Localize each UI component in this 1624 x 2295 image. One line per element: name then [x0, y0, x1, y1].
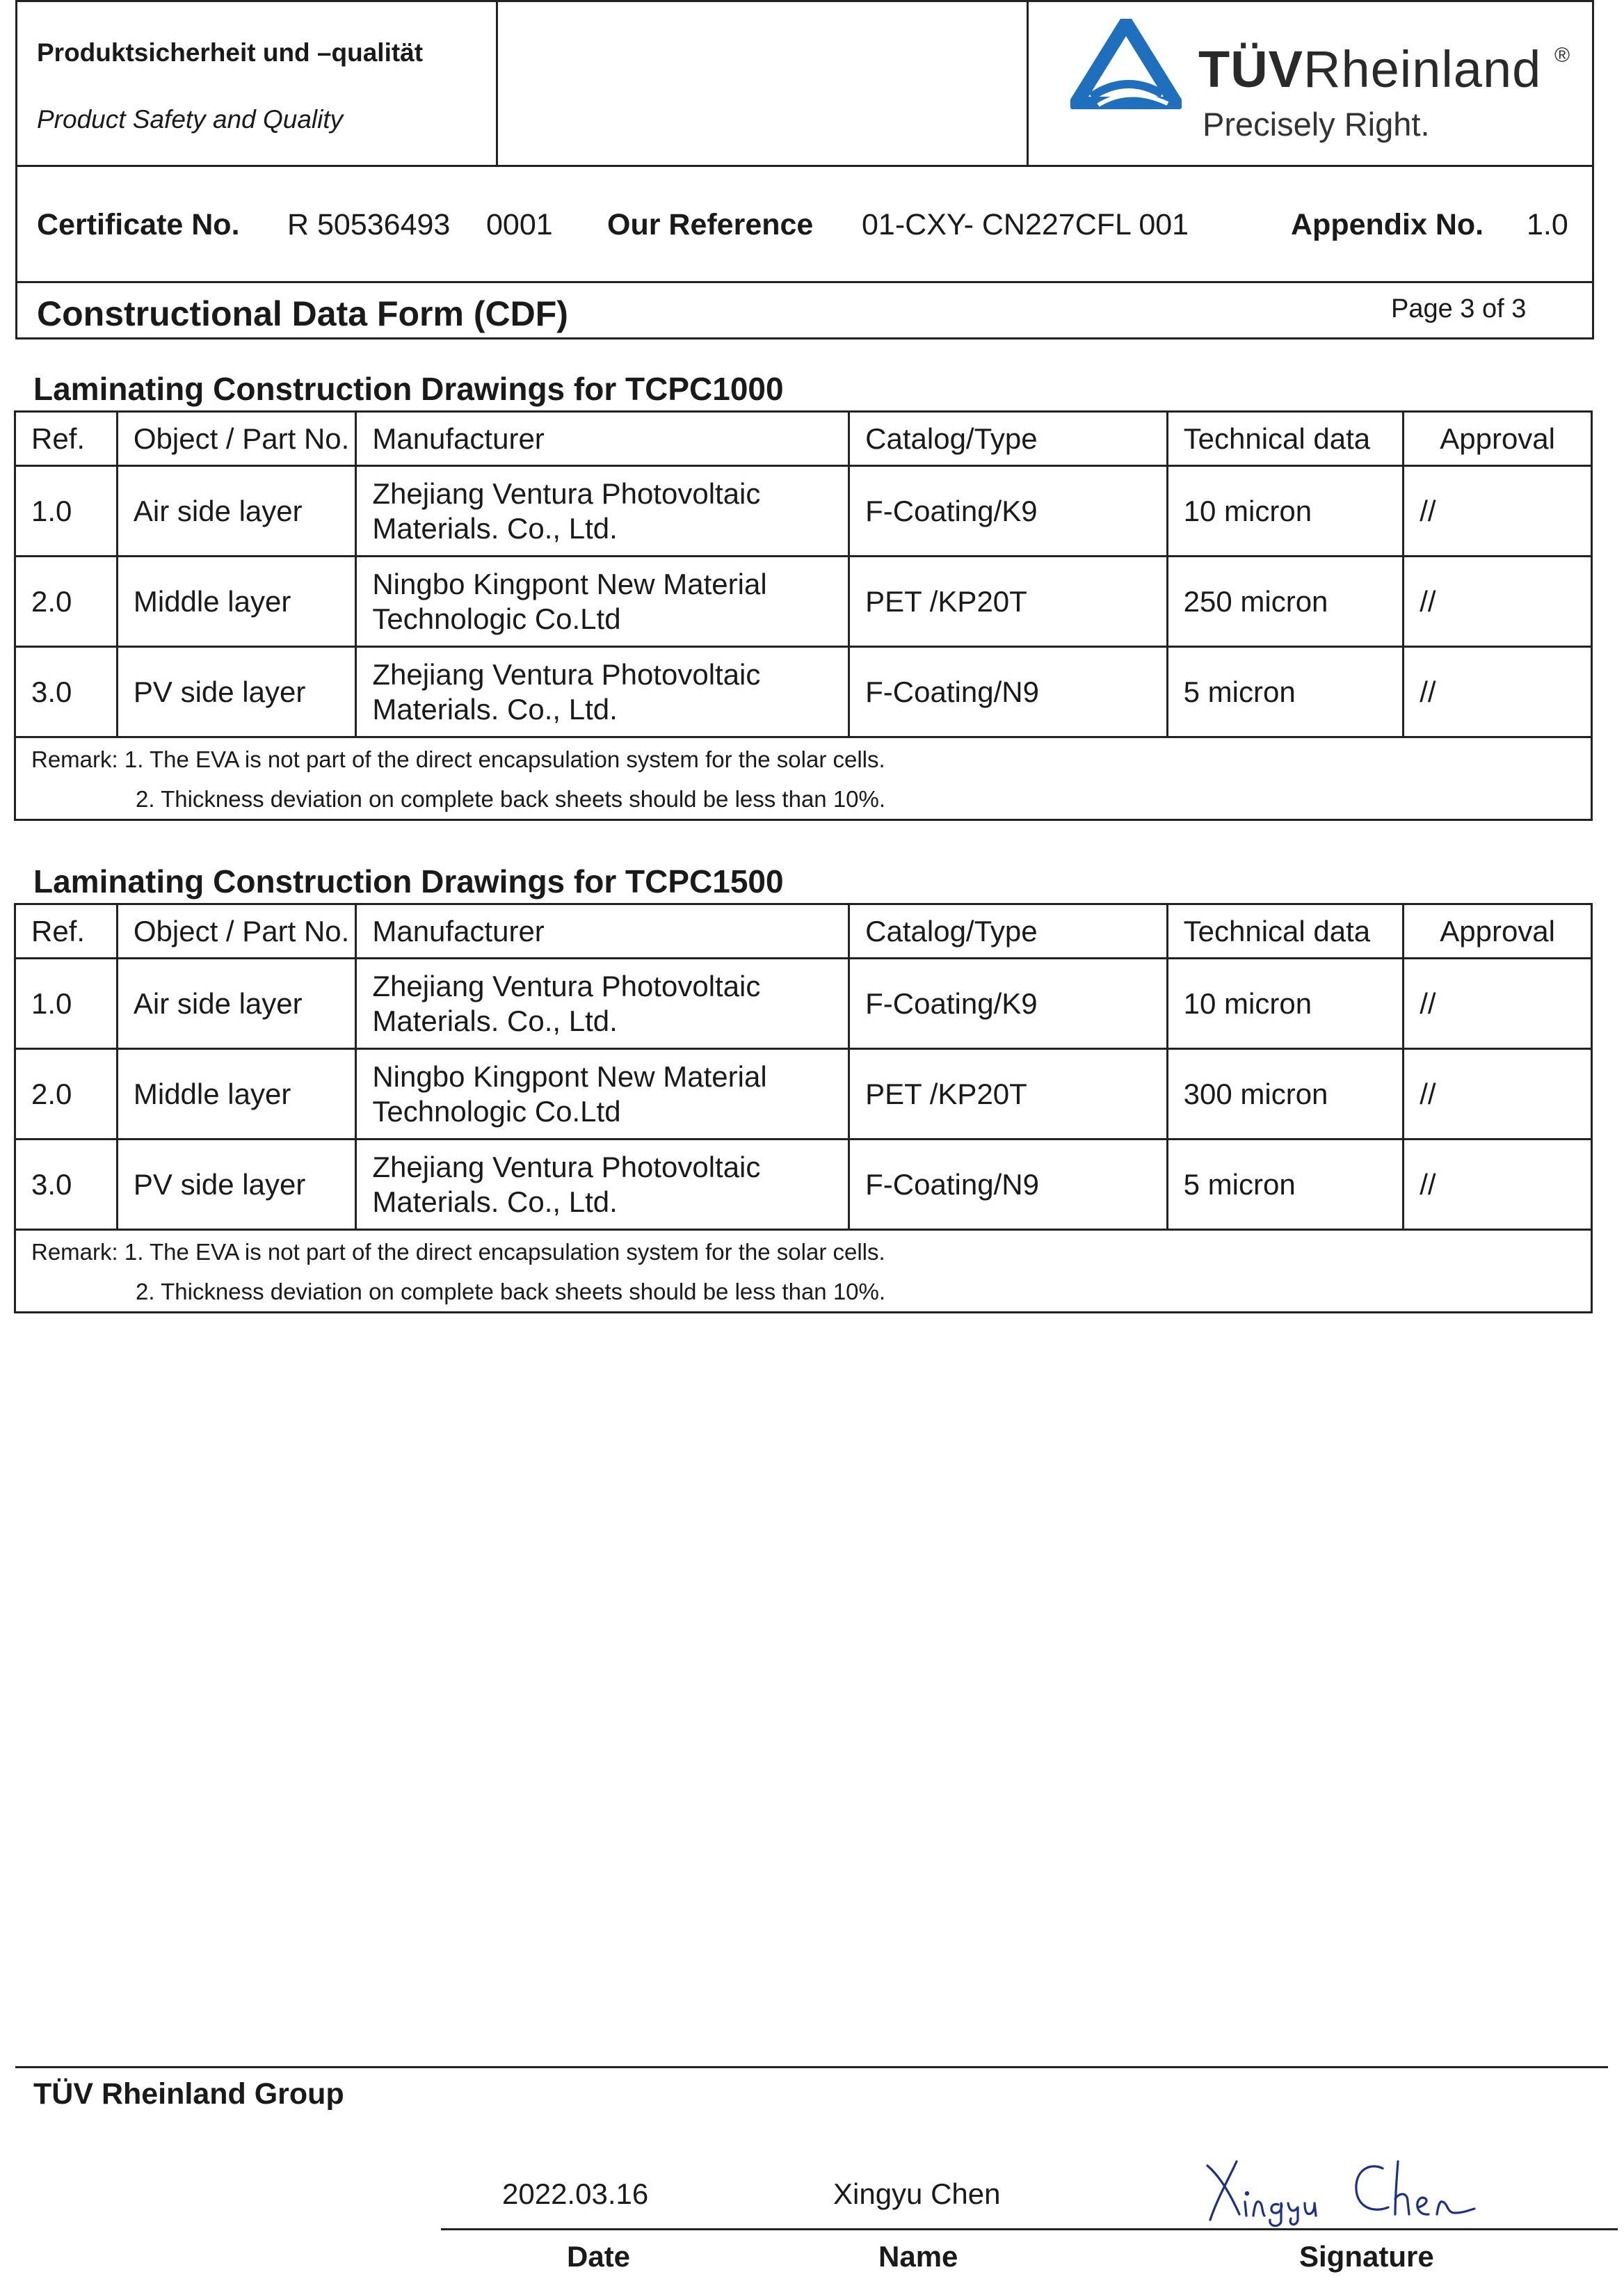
department-english: Product Safety and Quality [37, 105, 344, 134]
date-label: Date [567, 2240, 631, 2273]
cell-object: Air side layer [117, 466, 355, 557]
manufacturer-line: Materials. Co., Ltd. [372, 1185, 618, 1218]
cell-ref: 1.0 [15, 959, 118, 1049]
date-value: 2022.03.16 [502, 2177, 649, 2210]
remark-line-2: 2. Thickness deviation on complete back sheets should be less than 10%. [136, 786, 886, 812]
table-row [15, 557, 1592, 647]
cell-technical: 5 micron [1167, 1139, 1404, 1230]
cell-catalog: F-Coating/N9 [849, 1139, 1167, 1230]
department-cell [17, 2, 498, 165]
table-header-row [15, 412, 1592, 466]
cell-catalog: F-Coating/K9 [849, 959, 1167, 1049]
cell-technical: 300 micron [1167, 1049, 1404, 1139]
manufacturer-line: Technologic Co.Ltd [372, 602, 621, 635]
cell-manufacturer [356, 466, 849, 557]
certificate-number: R 50536493 [287, 208, 451, 241]
column-header-technical: Technical data [1167, 904, 1404, 959]
column-header-approval: Approval [1404, 412, 1592, 466]
reference-label: Our Reference [607, 208, 814, 241]
document-header [15, 0, 1594, 339]
cell-approval: // [1404, 647, 1592, 737]
construction-table-tcpc1000 [14, 410, 1593, 821]
cell-object: PV side layer [117, 647, 355, 737]
cell-ref: 2.0 [15, 1049, 118, 1139]
certificate-suffix: 0001 [486, 208, 553, 241]
section-title-tcpc1500: Laminating Construction Drawings for TCPC1500 [33, 863, 784, 899]
cell-manufacturer [356, 959, 849, 1049]
form-title-row [17, 283, 1592, 339]
appendix-value: 1.0 [1527, 208, 1568, 241]
manufacturer-line: Materials. Co., Ltd. [372, 692, 618, 726]
column-header-technical: Technical data [1167, 412, 1404, 466]
cell-manufacturer [356, 647, 849, 737]
cell-approval: // [1404, 959, 1592, 1049]
appendix-label: Appendix No. [1291, 208, 1484, 241]
section-title-tcpc1000: Laminating Construction Drawings for TCPC1000 [33, 371, 784, 407]
cell-catalog: F-Coating/K9 [849, 466, 1167, 557]
footer-divider [15, 2066, 1608, 2068]
remark-cell [15, 1230, 1592, 1313]
signature-label: Signature [1299, 2240, 1434, 2273]
manufacturer-line: Ningbo Kingpont New Material [372, 567, 767, 600]
cell-approval: // [1404, 466, 1592, 557]
cell-technical: 10 micron [1167, 466, 1404, 557]
name-value: Xingyu Chen [833, 2177, 1001, 2210]
department-german: Produktsicherheit und –qualität [37, 38, 424, 67]
blank-header-cell [498, 2, 1029, 165]
cell-manufacturer [356, 1139, 849, 1230]
manufacturer-line: Zhejiang Ventura Photovoltaic [372, 1150, 761, 1183]
remark-row [15, 737, 1592, 820]
tuv-triangle-logo-icon [1070, 19, 1182, 109]
cell-object: PV side layer [117, 1139, 355, 1230]
table-row [15, 1049, 1592, 1139]
remark-line-1: Remark: 1. The EVA is not part of the direct encapsulation system for the solar cells. [31, 1239, 885, 1265]
column-header-catalog: Catalog/Type [849, 412, 1167, 466]
cell-manufacturer [356, 557, 849, 647]
column-header-approval: Approval [1404, 904, 1592, 959]
cell-ref: 1.0 [15, 466, 118, 557]
cell-catalog: PET /KP20T [849, 557, 1167, 647]
remark-line-2: 2. Thickness deviation on complete back sheets should be less than 10%. [136, 1279, 886, 1304]
table-row [15, 466, 1592, 557]
handwritten-signature [1196, 2153, 1516, 2230]
column-header-manufacturer: Manufacturer [356, 412, 849, 466]
name-label: Name [878, 2240, 958, 2273]
cell-ref: 3.0 [15, 647, 118, 737]
logo-tagline: Precisely Right. [1203, 106, 1430, 143]
cell-ref: 2.0 [15, 557, 118, 647]
column-header-ref: Ref. [15, 904, 118, 959]
footer-group-name: TÜV Rheinland Group [33, 2077, 344, 2111]
cell-approval: // [1404, 557, 1592, 647]
manufacturer-line: Ningbo Kingpont New Material [372, 1059, 767, 1093]
form-title: Constructional Data Form (CDF) [37, 294, 568, 333]
header-top-row [17, 2, 1592, 167]
manufacturer-line: Technologic Co.Ltd [372, 1094, 621, 1128]
column-header-object: Object / Part No. [117, 412, 355, 466]
column-header-catalog: Catalog/Type [849, 904, 1167, 959]
construction-table-tcpc1500 [14, 903, 1593, 1313]
cell-ref: 3.0 [15, 1139, 118, 1230]
remark-cell [15, 737, 1592, 820]
certificate-row [17, 165, 1592, 283]
logo-cell [1029, 2, 1592, 165]
registered-mark: ® [1554, 44, 1570, 67]
manufacturer-line: Materials. Co., Ltd. [372, 511, 618, 545]
cell-object: Middle layer [117, 1049, 355, 1139]
cell-catalog: F-Coating/N9 [849, 647, 1167, 737]
remark-row [15, 1230, 1592, 1313]
signature-baseline [441, 2228, 1618, 2230]
column-header-ref: Ref. [15, 412, 118, 466]
cell-technical: 10 micron [1167, 959, 1404, 1049]
cell-object: Middle layer [117, 557, 355, 647]
cell-manufacturer [356, 1049, 849, 1139]
cell-approval: // [1404, 1139, 1592, 1230]
manufacturer-line: Zhejiang Ventura Photovoltaic [372, 657, 761, 691]
cell-catalog: PET /KP20T [849, 1049, 1167, 1139]
remark-line-1: Remark: 1. The EVA is not part of the direct encapsulation system for the solar cells. [31, 746, 885, 772]
page-number: Page 3 of 3 [1391, 294, 1527, 323]
cell-object: Air side layer [117, 959, 355, 1049]
cell-technical: 5 micron [1167, 647, 1404, 737]
cell-technical: 250 micron [1167, 557, 1404, 647]
cell-approval: // [1404, 1049, 1592, 1139]
reference-value: 01-CXY- CN227CFL 001 [862, 208, 1189, 241]
table-header-row [15, 904, 1592, 959]
table-row [15, 959, 1592, 1049]
logo-wordmark: TÜVRheinland [1198, 40, 1542, 98]
table-row [15, 647, 1592, 737]
manufacturer-line: Zhejiang Ventura Photovoltaic [372, 477, 761, 510]
certificate-label: Certificate No. [37, 208, 240, 241]
column-header-object: Object / Part No. [117, 904, 355, 959]
column-header-manufacturer: Manufacturer [356, 904, 849, 959]
manufacturer-line: Zhejiang Ventura Photovoltaic [372, 969, 761, 1002]
manufacturer-line: Materials. Co., Ltd. [372, 1004, 618, 1037]
table-row [15, 1139, 1592, 1230]
